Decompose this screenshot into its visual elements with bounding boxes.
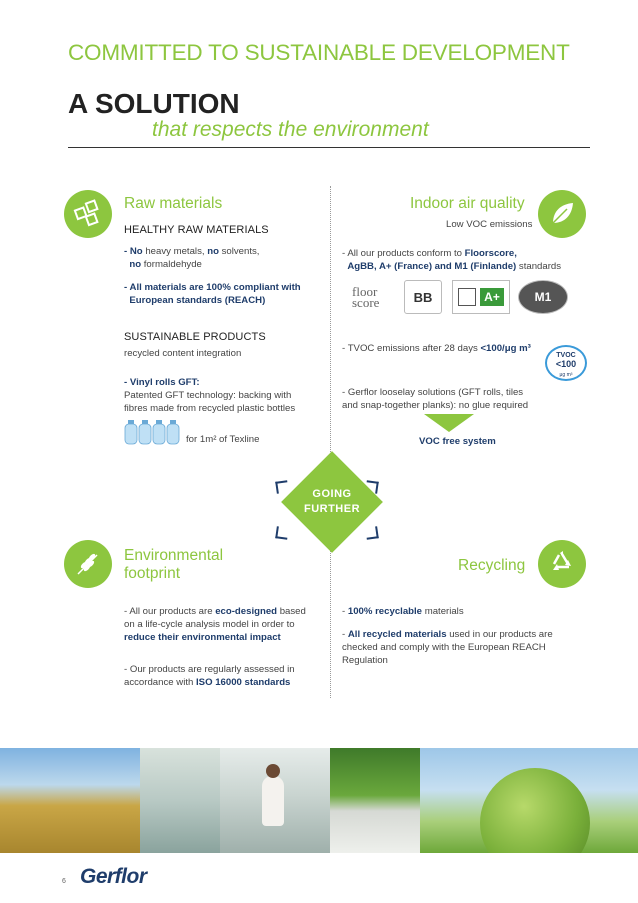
leaf-icon — [538, 190, 586, 238]
plastic-bottles-icon — [124, 418, 182, 446]
reach-compliance-text: - All materials are 100% compliant with European standards (REACH) — [124, 282, 301, 306]
recyclable-text: - 100% recyclable materials — [342, 606, 464, 617]
header-divider — [68, 147, 590, 148]
sustainable-products-heading: SUSTAINABLE PRODUCTS — [124, 331, 266, 343]
corner-bracket-icon — [275, 480, 289, 494]
green-planet-photo — [420, 748, 638, 853]
indoor-air-title: Indoor air quality — [410, 195, 525, 212]
gerflor-logo: Gerflor — [80, 865, 147, 888]
wheat-field-photo — [0, 748, 140, 853]
tvoc-text: - TVOC emissions after 28 days <100/μg m³ — [342, 343, 531, 354]
white-pebbles-photo — [330, 748, 420, 853]
recycle-icon — [538, 540, 586, 588]
healthy-raw-materials-heading: HEALTHY RAW MATERIALS — [124, 224, 269, 236]
recycling-title: Recycling — [458, 557, 526, 574]
corner-bracket-icon — [365, 526, 379, 540]
sea-photo — [140, 748, 220, 853]
floorscore-badge: floor score — [352, 282, 396, 312]
environmental-footprint-title: Environmental footprint — [124, 547, 224, 582]
wheat-icon — [64, 540, 112, 588]
sustainable-products-sub: recycled content integration — [124, 348, 242, 359]
tagline: that respects the environment — [152, 118, 429, 141]
raw-materials-title: Raw materials — [124, 195, 223, 212]
m1-badge: M1 — [518, 280, 568, 314]
standards-text: - All our products conform to Floorscore, AgBB, A+ (France) and M1 (Finlande) standards — [342, 248, 562, 272]
bottles-caption: for 1m² of Texline — [186, 434, 260, 445]
photo-strip — [0, 748, 638, 853]
page-title: COMMITTED TO SUSTAINABLE DEVELOPMENT — [68, 40, 570, 65]
agbb-badge: BB — [404, 280, 442, 314]
page-number: 6 — [62, 878, 66, 885]
voc-free-label: VOC free system — [419, 436, 496, 447]
corner-bracket-icon — [365, 480, 379, 494]
eco-designed-text: - All our products are eco-designed based on a life-cycle analysis model in order to reduce their environmental impact — [124, 606, 306, 643]
going-further-label: GOING FURTHER — [303, 488, 361, 515]
looselay-text: - Gerflor looselay solutions (GFT rolls, tiles and snap-together planks): no glue required — [342, 387, 529, 411]
recycled-materials-text: - All recycled materials used in our products are checked and comply with the European REACH Regulation — [342, 629, 553, 666]
vinyl-rolls-label: - Vinyl rolls GFT: — [124, 377, 200, 388]
cubes-icon — [64, 190, 112, 238]
vinyl-rolls-text: Patented GFT technology: backing with fibres made from recycled plastic bottles — [124, 390, 296, 414]
down-arrow-icon — [424, 414, 474, 432]
woman-relaxing-photo — [220, 748, 330, 853]
tvoc-badge: TVOC <100 μg m³ — [545, 345, 587, 381]
iso-text: - Our products are regularly assessed in accordance with ISO 16000 standards — [124, 664, 295, 688]
corner-bracket-icon — [275, 526, 289, 540]
a-plus-badge: A+ — [452, 280, 510, 314]
solution-heading: A SOLUTION — [68, 88, 240, 119]
column-divider-bottom — [330, 538, 331, 698]
no-heavy-metals-text: - No heavy metals, no solvents, no formaldehyde — [124, 246, 260, 270]
low-voc-subtitle: Low VOC emissions — [446, 219, 533, 230]
